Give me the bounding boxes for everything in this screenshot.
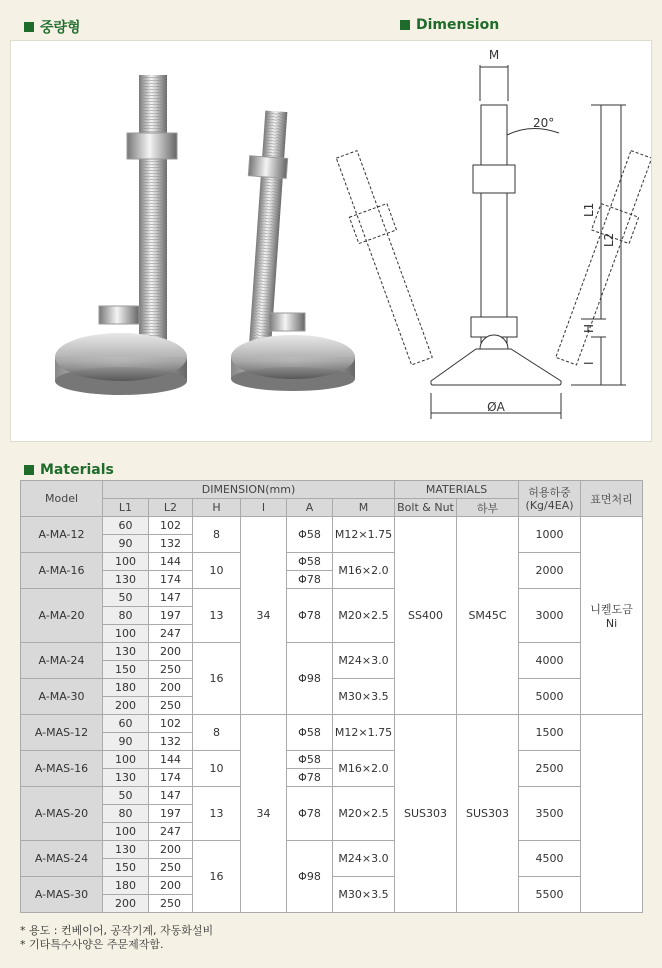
cell-m: M12×1.75	[333, 715, 395, 751]
header-a: A	[287, 499, 333, 517]
cell-l2: 147	[149, 589, 193, 607]
table-row	[21, 751, 643, 769]
cell-l2: 200	[149, 841, 193, 859]
dim-label-l2: L2	[602, 232, 616, 247]
cell-l2: 250	[149, 697, 193, 715]
cell-h: 10	[193, 751, 241, 787]
cell-l1: 150	[103, 859, 149, 877]
cell-model: A-MA-20	[21, 589, 103, 643]
green-square-icon	[24, 465, 34, 475]
header-l2: L2	[149, 499, 193, 517]
cell-l1: 130	[103, 769, 149, 787]
cell-a: Φ58	[287, 751, 333, 769]
table-row	[21, 877, 643, 895]
section-title-text: Dimension	[416, 17, 500, 33]
cell-load: 2500	[519, 751, 581, 787]
table-row	[21, 841, 643, 859]
cell-load: 4500	[519, 841, 581, 877]
cell-bolt-nut: SS400	[395, 517, 457, 715]
cell-base: SM45C	[457, 517, 519, 715]
leveling-foot-large	[55, 75, 187, 395]
table-row	[21, 715, 643, 733]
cell-m: M30×3.5	[333, 877, 395, 913]
section-title-materials	[24, 462, 114, 478]
header-i: I	[241, 499, 287, 517]
cell-model: A-MAS-30	[21, 877, 103, 913]
cell-l1: 130	[103, 571, 149, 589]
header-m: M	[333, 499, 395, 517]
cell-a: Φ78	[287, 589, 333, 643]
cell-l2: 132	[149, 535, 193, 553]
cell-l1: 100	[103, 823, 149, 841]
cell-l2: 200	[149, 877, 193, 895]
cell-l1: 180	[103, 877, 149, 895]
cell-l2: 247	[149, 625, 193, 643]
header-l1: L1	[103, 499, 149, 517]
cell-m: M16×2.0	[333, 751, 395, 787]
section-title-text: Materials	[40, 462, 114, 478]
cell-l2: 102	[149, 517, 193, 535]
notes	[20, 924, 213, 952]
header-base: 하부	[457, 499, 519, 517]
cell-finish: 니켈도금 Ni	[581, 517, 643, 715]
header-materials: MATERIALS	[395, 481, 519, 499]
cell-l2: 102	[149, 715, 193, 733]
note-usage: * 용도 : 컨베이어, 공작기계, 자동화설비	[20, 924, 214, 937]
dim-label-h: H	[582, 323, 596, 333]
table-row	[21, 679, 643, 697]
cell-a: Φ78	[287, 787, 333, 841]
cell-m: M20×2.5	[333, 787, 395, 841]
cell-load: 5000	[519, 679, 581, 715]
cell-load: 1500	[519, 715, 581, 751]
cell-l2: 144	[149, 553, 193, 571]
dim-label-angle: 20°	[533, 116, 555, 130]
cell-model: A-MA-24	[21, 643, 103, 679]
cell-a: Φ58	[287, 517, 333, 553]
cell-l2: 200	[149, 643, 193, 661]
cell-h: 8	[193, 715, 241, 751]
cell-l2: 144	[149, 751, 193, 769]
dim-label-l1: L1	[582, 202, 596, 217]
cell-a: Φ58	[287, 715, 333, 751]
cell-l1: 60	[103, 715, 149, 733]
cell-l2: 132	[149, 733, 193, 751]
section-title-text: 중량형	[40, 20, 81, 36]
header-h: H	[193, 499, 241, 517]
cell-model: A-MAS-20	[21, 787, 103, 841]
dim-label-i: I	[582, 361, 596, 365]
cell-l1: 90	[103, 733, 149, 751]
note-custom: * 기타특수사양은 주문제작함.	[20, 938, 164, 951]
cell-l2: 250	[149, 895, 193, 913]
cell-l2: 250	[149, 859, 193, 877]
cell-a: Φ98	[287, 841, 333, 913]
cell-m: M20×2.5	[333, 589, 395, 643]
cell-l1: 130	[103, 643, 149, 661]
cell-h: 16	[193, 841, 241, 913]
cell-h: 13	[193, 589, 241, 643]
cell-l1: 50	[103, 589, 149, 607]
cell-h: 16	[193, 643, 241, 715]
cell-l1: 80	[103, 805, 149, 823]
table-row	[21, 517, 643, 535]
cell-load: 4000	[519, 643, 581, 679]
section-title-heavy	[24, 17, 81, 37]
cell-m: M30×3.5	[333, 679, 395, 715]
table-row	[21, 553, 643, 571]
cell-load: 5500	[519, 877, 581, 913]
cell-l1: 200	[103, 895, 149, 913]
cell-model: A-MAS-24	[21, 841, 103, 877]
cell-load: 1000	[519, 517, 581, 553]
cell-l1: 180	[103, 679, 149, 697]
cell-m: M12×1.75	[333, 517, 395, 553]
cell-h: 13	[193, 787, 241, 841]
cell-l1: 80	[103, 607, 149, 625]
table-row	[21, 643, 643, 661]
cell-l2: 197	[149, 805, 193, 823]
cell-l2: 147	[149, 787, 193, 805]
cell-load: 3500	[519, 787, 581, 841]
cell-m: M24×3.0	[333, 643, 395, 679]
green-square-icon	[400, 20, 410, 30]
table-row	[21, 787, 643, 805]
cell-model: A-MA-12	[21, 517, 103, 553]
product-image-panel	[10, 40, 652, 442]
cell-l1: 50	[103, 787, 149, 805]
dim-label-a: ØA	[487, 400, 505, 414]
cell-base: SUS303	[457, 715, 519, 913]
header-finish: 표면처리	[581, 481, 643, 517]
cell-l2: 174	[149, 769, 193, 787]
cell-load: 3000	[519, 589, 581, 643]
cell-h: 8	[193, 517, 241, 553]
header-model: Model	[21, 481, 103, 517]
cell-a: Φ98	[287, 643, 333, 715]
cell-i: 34	[241, 517, 287, 715]
cell-model: A-MAS-16	[21, 751, 103, 787]
header-bolt-nut: Bolt & Nut	[395, 499, 457, 517]
cell-l1: 150	[103, 661, 149, 679]
cell-load: 2000	[519, 553, 581, 589]
product-photo-and-dimension-drawing	[11, 41, 651, 441]
cell-i: 34	[241, 715, 287, 913]
table-row	[21, 589, 643, 607]
green-square-icon	[24, 22, 34, 32]
cell-l1: 130	[103, 841, 149, 859]
cell-l1: 60	[103, 517, 149, 535]
section-title-dimension	[400, 17, 499, 33]
cell-l2: 197	[149, 607, 193, 625]
cell-l2: 247	[149, 823, 193, 841]
cell-finish-empty	[581, 715, 643, 913]
cell-bolt-nut: SUS303	[395, 715, 457, 913]
cell-l1: 100	[103, 625, 149, 643]
cell-a: Φ58	[287, 553, 333, 571]
cell-a: Φ78	[287, 571, 333, 589]
cell-l2: 200	[149, 679, 193, 697]
cell-model: A-MA-16	[21, 553, 103, 589]
cell-l1: 100	[103, 553, 149, 571]
dim-label-m: M	[488, 48, 500, 62]
header-dimension: DIMENSION(mm)	[103, 481, 395, 499]
cell-model: A-MA-30	[21, 679, 103, 715]
cell-l1: 200	[103, 697, 149, 715]
cell-h: 10	[193, 553, 241, 589]
cell-l2: 174	[149, 571, 193, 589]
cell-l1: 100	[103, 751, 149, 769]
cell-model: A-MAS-12	[21, 715, 103, 751]
cell-l2: 250	[149, 661, 193, 679]
header-load: 허용하중 (Kg/4EA)	[519, 481, 581, 517]
cell-a: Φ78	[287, 769, 333, 787]
cell-m: M16×2.0	[333, 553, 395, 589]
cell-l1: 90	[103, 535, 149, 553]
cell-m: M24×3.0	[333, 841, 395, 877]
materials-table	[20, 480, 643, 913]
leveling-foot-small	[231, 111, 355, 391]
